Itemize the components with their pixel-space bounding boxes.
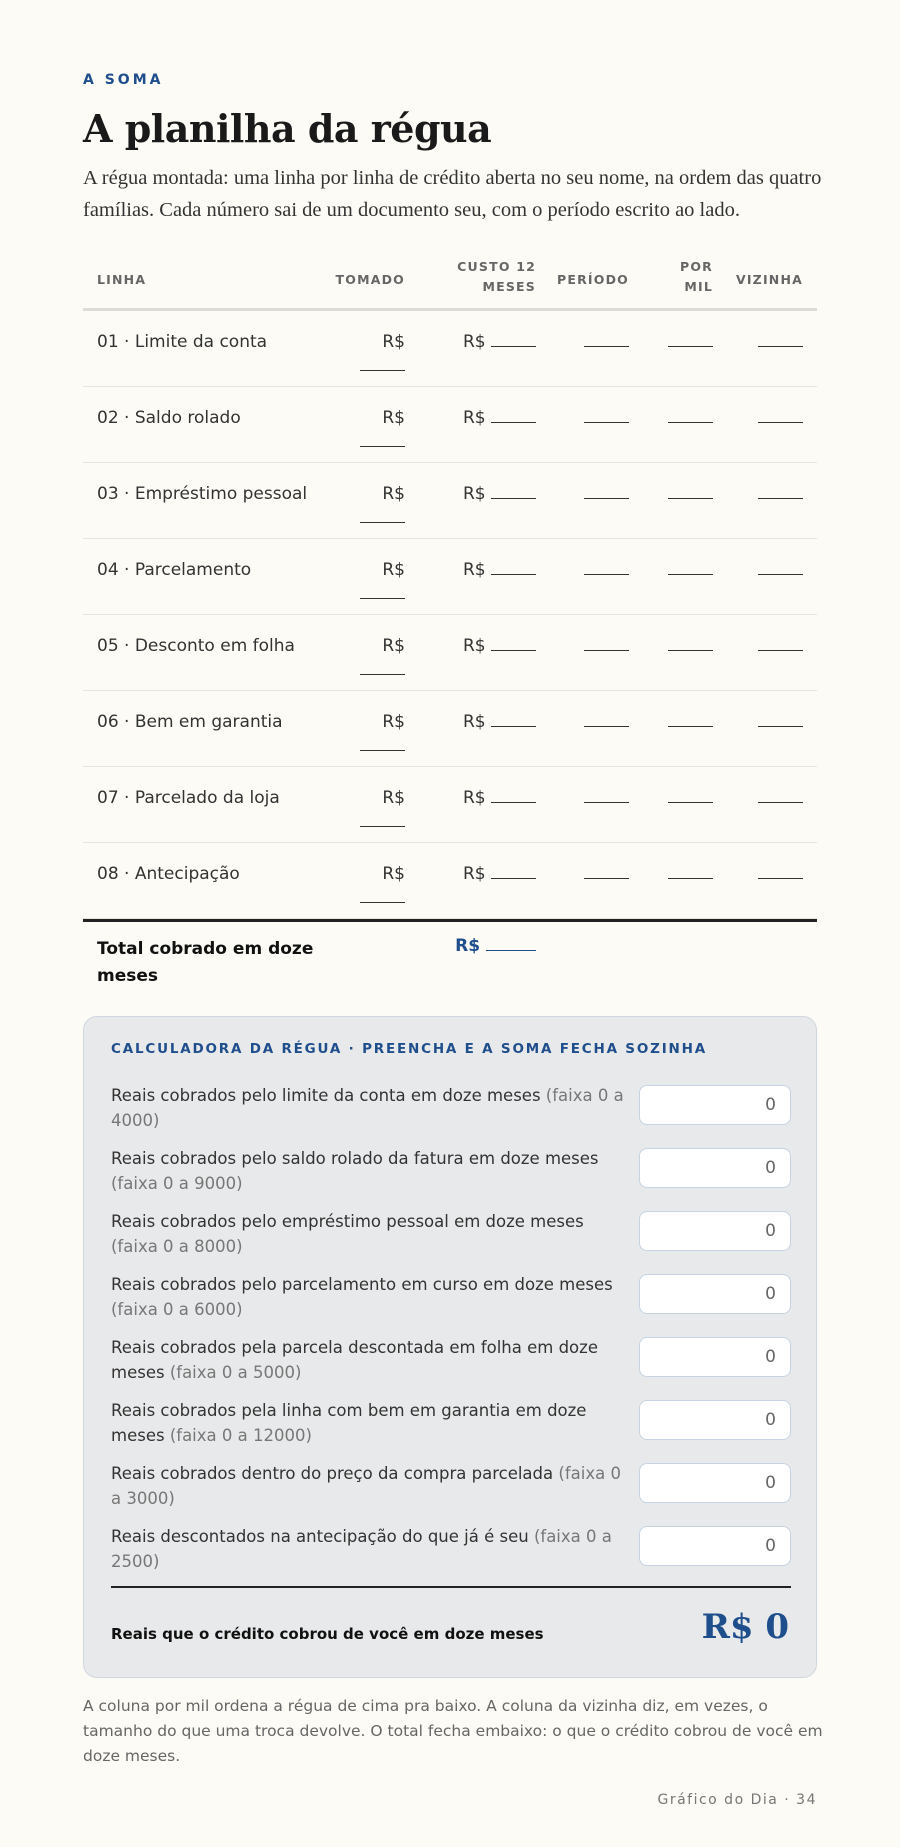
- row-tomado-blank: [360, 888, 405, 903]
- row-tomado-currency: R$: [382, 408, 405, 428]
- row-name: 07 · Parcelado da loja: [97, 788, 280, 808]
- calculator-field: [111, 1146, 791, 1206]
- page-title: A planilha da régua: [83, 106, 492, 151]
- row-vizinha: [758, 636, 803, 656]
- calculator-field: [111, 1335, 791, 1395]
- table-row: [83, 463, 817, 539]
- row-periodo: [584, 864, 629, 884]
- field-input[interactable]: [639, 1463, 791, 1503]
- row-custo-currency: R$: [462, 788, 486, 808]
- table-header: [83, 252, 817, 311]
- field-label: [111, 1335, 631, 1385]
- row-periodo-blank: [584, 332, 629, 347]
- row-periodo-blank: [584, 788, 629, 803]
- row-name: 08 · Antecipação: [97, 864, 240, 884]
- field-label: [111, 1209, 631, 1259]
- field-range: (faixa 0 a 12000): [169, 1426, 312, 1445]
- table-row: [83, 767, 817, 843]
- field-input[interactable]: [639, 1274, 791, 1314]
- row-custo-blank: [491, 332, 536, 347]
- table-row: [83, 387, 817, 463]
- row-custo-blank: [491, 864, 536, 879]
- calculator-field: [111, 1272, 791, 1332]
- field-label-text: Reais cobrados pelo empréstimo pessoal em doze meses: [111, 1212, 584, 1231]
- row-custo: [463, 788, 536, 808]
- table-row: [83, 843, 817, 919]
- field-label: [111, 1461, 631, 1511]
- row-periodo: [584, 636, 629, 656]
- field-label-text: Reais cobrados pela parcela descontada em folha em doze meses: [111, 1338, 598, 1382]
- field-label-text: Reais cobrados pelo saldo rolado da fatura em doze meses: [111, 1149, 599, 1168]
- row-vizinha: [758, 408, 803, 428]
- field-label: [111, 1272, 631, 1322]
- lede-paragraph: A régua montada: uma linha por linha de crédito aberta no seu nome, na ordem das quatro famílias. Cada número sai de um documento seu, com o período escrito ao lado.: [83, 167, 822, 221]
- row-periodo: [584, 484, 629, 504]
- row-custo-blank: [491, 484, 536, 499]
- header-por-mil: [680, 257, 713, 297]
- field-label-text: Reais descontados na antecipação do que já é seu: [111, 1527, 529, 1546]
- row-custo-currency: R$: [462, 864, 486, 884]
- row-por-mil-blank: [668, 560, 713, 575]
- row-por-mil: [668, 408, 713, 428]
- row-tomado-currency: R$: [382, 788, 405, 808]
- row-custo-blank: [491, 408, 536, 423]
- table-row: [83, 539, 817, 615]
- row-por-mil-blank: [668, 408, 713, 423]
- table-row: [83, 311, 817, 387]
- row-tomado-currency: R$: [382, 864, 405, 884]
- row-vizinha-blank: [758, 484, 803, 499]
- field-range: (faixa 0 a 6000): [111, 1300, 243, 1319]
- calculator-result-label: Reais que o crédito cobrou de você em doze meses: [111, 1625, 544, 1643]
- header-custo-line1: CUSTO 12: [457, 259, 536, 274]
- row-por-mil-blank: [668, 712, 713, 727]
- total-blank: [486, 936, 536, 951]
- row-vizinha: [758, 788, 803, 808]
- row-custo-currency: R$: [462, 636, 486, 656]
- row-tomado-currency: R$: [382, 560, 405, 580]
- row-por-mil-blank: [668, 788, 713, 803]
- total-row: [83, 919, 817, 1018]
- field-range: (faixa 0 a 8000): [111, 1237, 243, 1256]
- calculator-panel: [83, 1016, 817, 1678]
- row-name: 06 · Bem em garantia: [97, 712, 283, 732]
- row-custo-currency: R$: [462, 332, 486, 352]
- header-por-mil-line1: POR: [679, 259, 713, 274]
- row-tomado-blank: [360, 508, 405, 523]
- row-por-mil-blank: [668, 332, 713, 347]
- table-row: [83, 691, 817, 767]
- row-tomado-currency: R$: [382, 484, 405, 504]
- row-por-mil-blank: [668, 636, 713, 651]
- row-tomado: [382, 788, 405, 808]
- row-periodo: [584, 408, 629, 428]
- row-vizinha-blank: [758, 712, 803, 727]
- row-name: 04 · Parcelamento: [97, 560, 252, 580]
- header-tomado: TOMADO: [335, 272, 405, 287]
- calculator-field: [111, 1524, 791, 1584]
- field-label: [111, 1146, 631, 1196]
- row-custo: [463, 484, 536, 504]
- total-value: [455, 936, 536, 956]
- row-periodo-blank: [584, 484, 629, 499]
- row-custo-currency: R$: [462, 484, 486, 504]
- total-currency: R$: [455, 936, 481, 956]
- row-custo-blank: [491, 560, 536, 575]
- header-periodo: PERÍODO: [556, 272, 629, 287]
- row-vizinha: [758, 864, 803, 884]
- row-tomado-blank: [360, 812, 405, 827]
- row-periodo-blank: [584, 636, 629, 651]
- row-vizinha-blank: [758, 408, 803, 423]
- row-tomado: [382, 484, 405, 504]
- header-custo: [457, 257, 536, 297]
- row-custo: [463, 408, 536, 428]
- calculator-result-value: R$ 0: [701, 1607, 789, 1647]
- row-vizinha-blank: [758, 332, 803, 347]
- row-periodo: [584, 712, 629, 732]
- row-custo-currency: R$: [462, 712, 486, 732]
- row-custo: [463, 864, 536, 884]
- field-range: (faixa 0 a 3000): [111, 1464, 621, 1508]
- field-label: [111, 1083, 631, 1133]
- row-tomado-blank: [360, 432, 405, 447]
- row-custo-currency: R$: [462, 408, 486, 428]
- field-label-text: Reais cobrados pela linha com bem em garantia em doze meses: [111, 1401, 587, 1445]
- row-periodo: [584, 560, 629, 580]
- row-custo-currency: R$: [462, 560, 486, 580]
- page-number: Gráfico do Dia · 34: [657, 1792, 817, 1808]
- row-por-mil: [668, 788, 713, 808]
- table-row: [83, 615, 817, 691]
- row-vizinha: [758, 332, 803, 352]
- row-name: 03 · Empréstimo pessoal: [97, 484, 308, 504]
- row-por-mil-blank: [668, 864, 713, 879]
- row-name: 01 · Limite da conta: [97, 332, 268, 352]
- row-tomado: [382, 712, 405, 732]
- table-body: [83, 311, 817, 919]
- field-label: [111, 1524, 631, 1574]
- row-por-mil: [668, 636, 713, 656]
- row-periodo-blank: [584, 560, 629, 575]
- row-periodo-blank: [584, 864, 629, 879]
- field-range: (faixa 0 a 5000): [169, 1363, 302, 1382]
- field-input[interactable]: [639, 1400, 791, 1440]
- row-tomado-blank: [360, 584, 405, 599]
- header-linha: LINHA: [97, 272, 147, 287]
- row-vizinha-blank: [758, 864, 803, 879]
- row-periodo-blank: [584, 712, 629, 727]
- row-tomado: [382, 864, 405, 884]
- row-tomado-currency: R$: [382, 332, 405, 352]
- row-por-mil-blank: [668, 484, 713, 499]
- calculator-field: [111, 1461, 791, 1521]
- row-custo: [463, 332, 536, 352]
- footer-note: A coluna por mil ordena a régua de cima pra baixo. A coluna da vizinha diz, em vezes, o tamanho do que uma troca devolve. O total fecha embaixo: o que o crédito cobrou de você em doze meses.: [83, 1697, 823, 1765]
- row-vizinha-blank: [758, 560, 803, 575]
- row-custo: [463, 712, 536, 732]
- row-periodo: [584, 332, 629, 352]
- field-label-text: Reais cobrados dentro do preço da compra parcelada: [111, 1464, 554, 1483]
- row-tomado-blank: [360, 660, 405, 675]
- calculator-field: [111, 1209, 791, 1269]
- row-periodo: [584, 788, 629, 808]
- field-input[interactable]: [639, 1211, 791, 1251]
- row-tomado-currency: R$: [382, 636, 405, 656]
- section-kicker: A SOMA: [83, 72, 164, 88]
- calculator-field: [111, 1398, 791, 1458]
- row-vizinha-blank: [758, 788, 803, 803]
- header-por-mil-line2: MIL: [684, 279, 713, 294]
- row-tomado: [382, 636, 405, 656]
- row-custo-blank: [491, 788, 536, 803]
- header-custo-line2: MESES: [482, 279, 536, 294]
- total-label: Total cobrado em doze meses: [97, 939, 314, 986]
- row-name: 05 · Desconto em folha: [97, 636, 295, 656]
- row-custo: [463, 560, 536, 580]
- row-tomado: [382, 408, 405, 428]
- row-tomado-blank: [360, 736, 405, 751]
- row-tomado-currency: R$: [382, 712, 405, 732]
- field-input[interactable]: [639, 1526, 791, 1566]
- row-por-mil: [668, 484, 713, 504]
- header-vizinha: VIZINHA: [735, 272, 803, 287]
- row-tomado: [382, 560, 405, 580]
- calculator-field: [111, 1083, 791, 1143]
- row-custo-blank: [491, 636, 536, 651]
- calculator-title: CALCULADORA DA RÉGUA · PREENCHA E A SOMA FECHA SOZINHA: [111, 1041, 707, 1057]
- row-vizinha-blank: [758, 636, 803, 651]
- credit-table: [83, 252, 817, 1018]
- field-label: [111, 1398, 631, 1448]
- field-input[interactable]: [639, 1085, 791, 1125]
- row-tomado-blank: [360, 356, 405, 371]
- row-vizinha: [758, 560, 803, 580]
- row-por-mil: [668, 864, 713, 884]
- row-por-mil: [668, 332, 713, 352]
- field-range: (faixa 0 a 2500): [111, 1527, 612, 1571]
- field-input[interactable]: [639, 1148, 791, 1188]
- field-range: (faixa 0 a 9000): [111, 1174, 243, 1193]
- row-tomado: [382, 332, 405, 352]
- field-range: (faixa 0 a 4000): [111, 1086, 624, 1130]
- field-input[interactable]: [639, 1337, 791, 1377]
- row-vizinha: [758, 484, 803, 504]
- row-periodo-blank: [584, 408, 629, 423]
- row-name: 02 · Saldo rolado: [97, 408, 241, 428]
- row-custo-blank: [491, 712, 536, 727]
- row-por-mil: [668, 560, 713, 580]
- row-custo: [463, 636, 536, 656]
- field-label-text: Reais cobrados pelo parcelamento em curso em doze meses: [111, 1275, 613, 1294]
- field-label-text: Reais cobrados pelo limite da conta em doze meses: [111, 1086, 541, 1105]
- row-por-mil: [668, 712, 713, 732]
- row-vizinha: [758, 712, 803, 732]
- calculator-divider: [111, 1586, 791, 1588]
